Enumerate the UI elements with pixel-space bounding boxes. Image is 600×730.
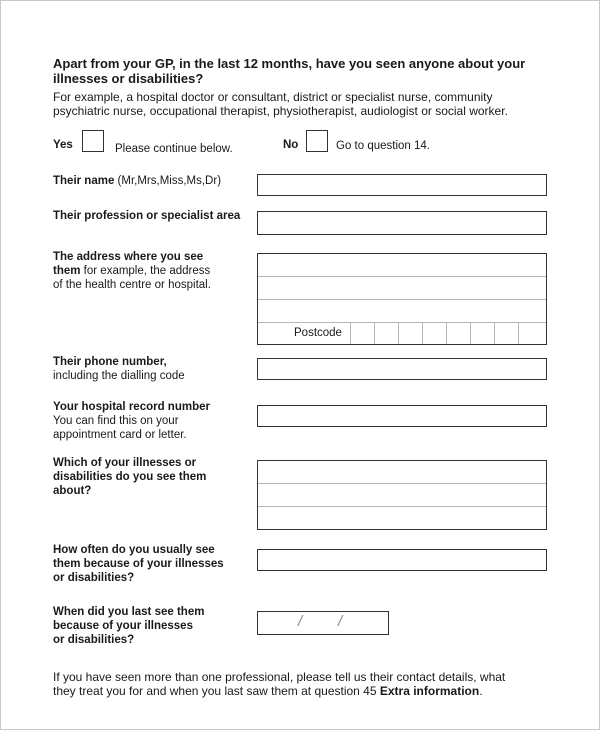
postcode-input[interactable] [350, 322, 546, 344]
question-example-line-1: For example, a hospital doctor or consultant, district or specialist nurse, community [53, 90, 493, 104]
name-input[interactable] [257, 174, 547, 196]
illnesses-label: Which of your illnesses or disabilities do you see them about? [53, 457, 207, 497]
date-separator: / [298, 613, 303, 630]
record-label: Your hospital record number You can find this on your appointment card or letter. [53, 401, 210, 441]
last-seen-date-input[interactable] [257, 611, 389, 635]
address-label: The address where you see them for example, the address of the health centre or hospital. [53, 251, 211, 291]
address-input[interactable] [257, 253, 547, 345]
name-label: Their name (Mr,Mrs,Miss,Ms,Dr) [53, 175, 222, 187]
date-separator: / [338, 613, 343, 630]
question-example-line-2: psychiatric nurse, occupational therapist, physiotherapist, audiologist or social worker. [53, 104, 508, 118]
address-line-divider [258, 276, 546, 277]
question-title-line-2: illnesses or disabilities? [53, 71, 204, 86]
no-instruction: Go to question 14. [336, 140, 430, 152]
last-seen-label: When did you last see them because of your illnesses or disabilities? [53, 606, 205, 646]
footer-line-2: they treat you for and when you last saw them at question 45 Extra information. [53, 684, 483, 698]
yes-instruction: Please continue below. [115, 143, 233, 155]
frequency-input[interactable] [257, 549, 547, 571]
profession-label: Their profession or specialist area [53, 210, 241, 222]
postcode-label: Postcode [294, 327, 342, 339]
illnesses-input[interactable] [257, 460, 547, 530]
record-input[interactable] [257, 405, 547, 427]
frequency-label: How often do you usually see them because of your illnesses or disabilities? [53, 544, 224, 584]
footer-line-1: If you have seen more than one professional, please tell us their contact details, what [53, 670, 506, 684]
address-line-divider [258, 299, 546, 300]
phone-input[interactable] [257, 358, 547, 380]
no-checkbox[interactable] [306, 130, 328, 152]
no-label: No [283, 139, 299, 151]
yes-label: Yes [53, 139, 73, 151]
yes-checkbox[interactable] [82, 130, 104, 152]
profession-input[interactable] [257, 211, 547, 235]
illnesses-line-divider [258, 483, 546, 484]
illnesses-line-divider [258, 506, 546, 507]
phone-label: Their phone number, including the dialling code [53, 356, 185, 382]
question-title-line-1: Apart from your GP, in the last 12 months, have you seen anyone about your [53, 56, 526, 71]
